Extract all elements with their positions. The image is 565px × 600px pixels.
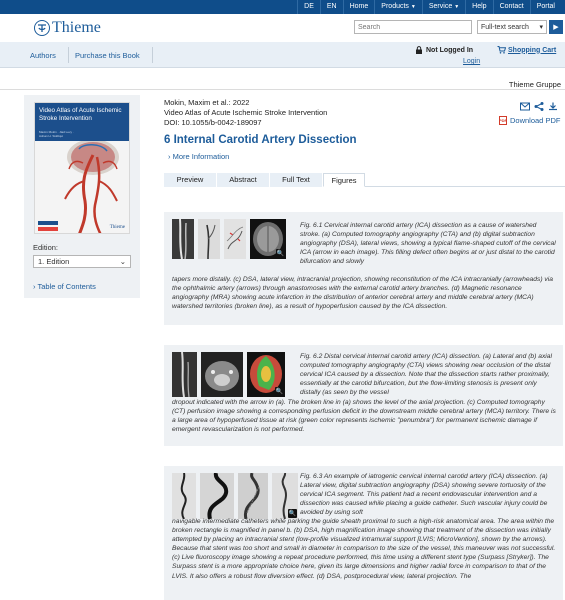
search-button[interactable] <box>549 20 563 34</box>
login-area <box>415 46 481 65</box>
figure-caption-continued: dropout indicated with the arrow in (a). The broken line in (a) shows the level of the axial projection. (c) Computed tomography (CT) perfusion image showing a corresponding perfusion deficit in the downstream middle cerebral artery (MCA) territory. There is a large area of hypoperfused tissue at risk (green color represents ischemic "penumbra") for permanent ischemic damage if emergent revascularization is not performed. <box>172 399 556 434</box>
edition-select[interactable] <box>33 255 131 268</box>
edition-value: 1. Edition <box>38 257 70 266</box>
authors-link[interactable]: Authors <box>30 51 56 60</box>
figure-card <box>164 345 563 446</box>
top-navigation-bar <box>0 0 565 14</box>
action-icons <box>520 102 562 111</box>
pdf-icon: PDF <box>499 118 507 123</box>
share-icon[interactable] <box>534 102 544 111</box>
cover-title: Video Atlas of Acute Ischemic Stroke Intervention <box>39 107 122 122</box>
main-content <box>164 98 565 185</box>
search-scope-label: Full-text search <box>481 23 529 31</box>
chapter-tabs <box>164 173 565 187</box>
nav-service[interactable] <box>422 0 465 14</box>
site-header <box>0 14 565 42</box>
nav-contact[interactable]: Contact <box>493 0 530 14</box>
login-status-text: Not Logged In <box>426 46 474 54</box>
nav-en[interactable]: EN <box>320 0 343 14</box>
download-pdf-label: Download PDF <box>510 116 561 125</box>
chevron-down-icon: ▾ <box>539 24 543 31</box>
chevron-down-icon: ⌄ <box>119 257 126 266</box>
shopping-cart-label: Shopping Cart <box>508 46 557 54</box>
figure-caption-continued: navigable intermediate catheters while parking the guide sheath proximal to such a high-risk anatomical area. The area within the broken rectangle is magnified in panel b. (b) DSA, high magnification image showing that treatment of the dissection was initially attempted by placing an intracranial stent (low-profile visualized intramural support [LVIS; MicroVention], shown by the arrows). Because that stent was too short and small in diameter in comparison to the size of the vessel, this maneuver was not successful. (c) Live fluoroscopy image showing a repeat procedure performed, this time using a different stent type (Surpass [Stryker]). The Surpass stent is a more appropriate choice here, given its large dimensions and higher radial force in comparison to that of the LVIS. It also offers a robust flow diversion effect. (d) DSA, postprocedural view, lateral projection. The <box>172 518 556 580</box>
book-title: Video Atlas of Acute Ischemic Stroke Intervention <box>164 108 328 117</box>
figure-thumbnail[interactable] <box>172 219 194 259</box>
figure-thumbnails[interactable] <box>172 219 290 259</box>
nav-portal[interactable]: Portal <box>530 0 561 14</box>
edition-label: Edition: <box>33 243 59 252</box>
cover-header <box>35 103 130 141</box>
tab-figures[interactable]: Figures <box>323 173 365 187</box>
search-bar <box>354 20 563 34</box>
more-information-label: More Information <box>172 152 230 161</box>
nav-service-label: Service <box>428 3 453 10</box>
doi: DOI: 10.1055/b-0042-189097 <box>164 118 262 127</box>
figure-card <box>164 466 563 600</box>
search-scope-select[interactable] <box>477 20 547 34</box>
chevron-right-icon: ▶ <box>553 24 559 31</box>
figure-thumbnail[interactable] <box>201 352 243 397</box>
chevron-right-icon: › <box>168 152 171 161</box>
citation: Mokin, Maxim et al.: 2022 <box>164 98 250 107</box>
tab-full-text[interactable]: Full Text <box>270 173 323 187</box>
figure-thumbnail[interactable] <box>198 219 220 259</box>
tab-preview[interactable]: Preview <box>164 173 217 187</box>
toc-label: Table of Contents <box>37 282 96 291</box>
shopping-cart-link[interactable] <box>497 46 556 54</box>
divider <box>152 47 153 63</box>
zoom-icon[interactable]: 🔍 <box>276 251 285 257</box>
figure-thumbnail[interactable] <box>172 352 197 397</box>
figure-caption-continued: tapers more distally. (c) DSA, lateral view, intracranial projection, showing reconstitution of the ICA intracranially (arrowheads) via the ophthalmic artery (arrows) through anastomoses with the external carotid artery branches. (d) Magnetic resonance angiography (MRA) showing acute infarction in the distribution of anterior cerebral artery and middle cerebral artery (MCA) watershed territories (broken line), as a result of hypoperfusion caused by the ICA dissection. <box>172 276 553 311</box>
table-of-contents-link[interactable] <box>33 282 96 291</box>
figure-thumbnail[interactable] <box>250 219 286 259</box>
chevron-right-icon: › <box>33 282 36 291</box>
cover-artwork <box>35 141 130 234</box>
figure-caption: Fig. 6.1 Cervical internal carotid artery (ICA) dissection as a cause of watershed stroke. (a) Computed tomography angiography (CTA) and (b) digital subtraction angiography (DSA), lateral views, showing a typical flame-shaped cutoff of the cervical ICA (arrow in each image). This filling defect often begins at or just distal to the carotid bifurcation and slowly <box>300 222 556 266</box>
chevron-down-icon: ▼ <box>410 4 416 10</box>
figure-thumbnails[interactable] <box>172 352 289 397</box>
nav-products[interactable] <box>374 0 422 14</box>
book-cover[interactable] <box>34 102 130 234</box>
zoom-icon[interactable]: 🔍 <box>288 511 297 517</box>
nav-home[interactable]: Home <box>343 0 375 14</box>
figure-thumbnails[interactable] <box>172 473 302 519</box>
login-status <box>415 46 473 54</box>
figure-thumbnail[interactable] <box>200 473 234 519</box>
thieme-gruppe-label: Thieme Gruppe <box>508 80 561 89</box>
thieme-logo[interactable] <box>34 19 101 37</box>
more-information-link[interactable] <box>168 152 229 161</box>
tab-abstract[interactable]: Abstract <box>217 173 270 187</box>
figure-thumbnail[interactable] <box>238 473 268 519</box>
zoom-icon[interactable]: 🔍 <box>275 389 284 395</box>
purchase-book-link[interactable]: Purchase this Book <box>75 51 140 60</box>
logo-text: Thieme <box>52 19 101 36</box>
thieme-logo-icon <box>34 20 50 36</box>
email-icon[interactable] <box>520 102 530 111</box>
nav-products-label: Products <box>381 3 409 10</box>
book-sidebar <box>24 95 140 298</box>
divider <box>68 47 69 63</box>
figure-card <box>164 212 563 325</box>
search-input[interactable] <box>354 20 472 34</box>
book-subheader <box>0 42 565 68</box>
figure-thumbnail[interactable] <box>272 473 298 519</box>
login-link[interactable]: Login <box>463 58 481 65</box>
cover-brand: Thieme <box>109 225 125 230</box>
chevron-down-icon: ▼ <box>454 4 460 10</box>
nav-help[interactable]: Help <box>465 0 492 14</box>
cart-icon <box>497 46 506 54</box>
nav-de[interactable]: DE <box>297 0 320 14</box>
figure-thumbnail[interactable] <box>224 219 246 259</box>
lock-icon <box>415 46 423 54</box>
figure-caption: Fig. 6.3 An example of iatrogenic cervical internal carotid artery (ICA) dissection. (a) Lateral view, digital subtraction angiography (DSA) showing severe tortuosity of the cervical ICA segment. This patient had a recent endovascular intervention and a dissection was caused while placing a guide catheter. Such vascular injury could be avoided by using soft <box>300 473 548 517</box>
figure-caption: Fig. 6.2 Distal cervical internal carotid artery (ICA) dissection. (a) Lateral and (b) axial computed tomography angiography (CTA) views showing near occlusion of the distal cervical ICA caused by a dissection. Note that the dissection starts rather proximally, essentially at the carotid bifurcation, but the flow-limiting stenosis is present only distally (as seen by the vessel <box>300 353 552 397</box>
chapter-title: 6 Internal Carotid Artery Dissection <box>164 134 357 146</box>
download-icon[interactable] <box>548 102 558 111</box>
cover-authors: Maxim Mokin · Jiad Levy · Adnan H. Siddiqui <box>39 130 74 138</box>
figure-thumbnail[interactable] <box>172 473 196 519</box>
divider <box>0 89 565 90</box>
download-pdf-link[interactable] <box>499 116 560 125</box>
figure-thumbnail[interactable] <box>247 352 285 397</box>
